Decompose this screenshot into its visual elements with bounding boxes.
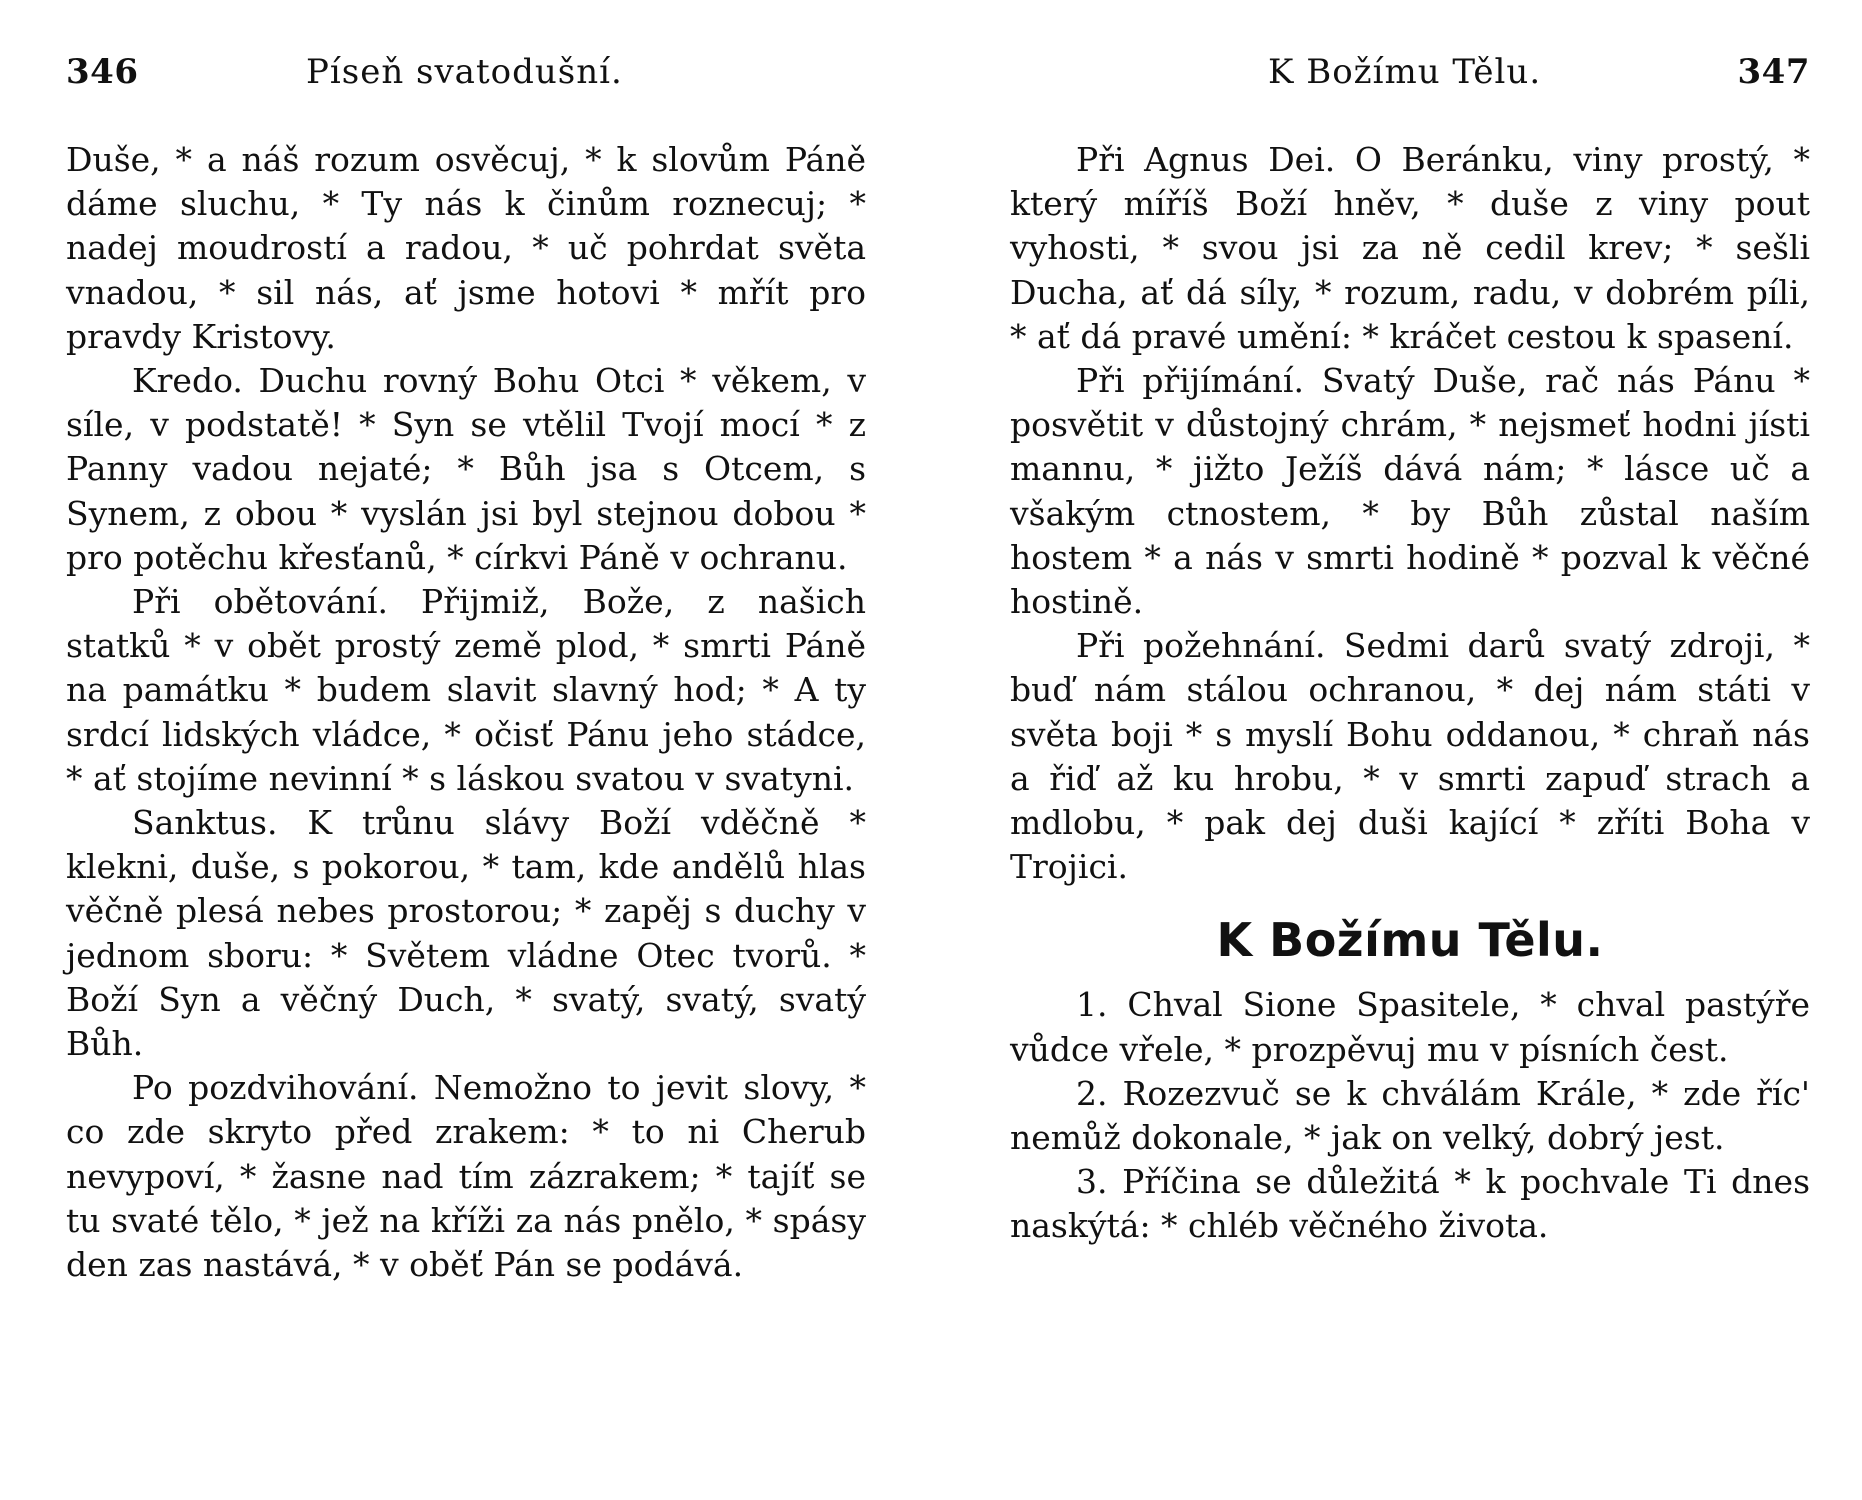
left-running-head: [66, 52, 866, 102]
running-title-right: K Božímu Tělu.: [1268, 52, 1542, 92]
page-number-left: 346: [66, 52, 139, 92]
gutter: [930, 40, 931, 1460]
section-heading: K Božímu Tělu.: [1216, 913, 1604, 968]
paragraph-sanktus: Sanktus. K trůnu slávy Boží vděčně * klekni, duše, s pokorou, * tam, kde andělů hlas věčně plesá nebes prostorou; * zapěj s duchy v jednom sboru: * Světem vládne Otec tvorů. * Boží Syn a věčný Duch, * svatý, svatý, svatý Bůh.: [66, 803, 866, 1064]
right-page: [1010, 0, 1810, 1500]
page-number-right: 347: [1737, 52, 1810, 92]
paragraph-pozdvihovani: Po pozdvihování. Nemožno to jevit slovy, * co zde skryto před zrakem: * to ni Cherub nevypoví, * žasne nad tím zázrakem; * tajíť se tu svaté tělo, * jež na kříži za nás pnělo, * spásy den zas nastává, * v oběť Pán se podává.: [66, 1068, 866, 1285]
left-body-text: [66, 138, 866, 1287]
paragraph-kredo: Kredo. Duchu rovný Bohu Otci * věkem, v síle, v podstatě! * Syn se vtělil Tvojí mocí * z Panny vadou nejaté; * Bůh jsa s Otcem, s Synem, z obou * vyslán jsi byl stejnou dobou * pro potěchu křesťanů, * církvi Páně v ochranu.: [66, 361, 866, 577]
left-page: [66, 0, 866, 1500]
right-body-text: [1010, 138, 1810, 1249]
paragraph-obetovani: Při obětování. Přijmiž, Bože, z našich statků * v obět prostý země plod, * smrti Páně na památku * budem slavit slavný hod; * A ty srdcí lidských vládce, * očisť Pánu jeho stádce, * ať stojíme nevinní * s láskou svatou v svatyni.: [66, 582, 866, 798]
paragraph: Duše, * a náš rozum osvěcuj, * k slovům Páně dáme sluchu, * Ty nás k činům roznecuj; * nadej moudrostí a radou, * uč pohrdat světa vnadou, * sil nás, ať jsme hotovi * mřít pro pravdy Kristovy.: [66, 140, 866, 356]
verse-2: 2. Rozezvuč se k chválám Krále, * zde říc' nemůž dokonale, * jak on velký, dobrý jest.: [1010, 1073, 1810, 1158]
paragraph-pozehnani: Při požehnání. Sedmi darů svatý zdroji, * buď nám stálou ochranou, * dej nám státi v světa boji * s myslí Bohu oddanou, * chraň nás a řiď až ku hrobu, * v smrti zapuď strach a mdlobu, * pak dej duši kající * zříti Boha v Trojici.: [1010, 626, 1810, 887]
verse-1: 1. Chval Sione Spasitele, * chval pastýře vůdce vřele, * prozpěvuj mu v písních čest.: [1010, 985, 1810, 1069]
right-running-head: [1010, 52, 1810, 102]
verse-3: 3. Příčina se důležitá * k pochvale Ti dnes naskýtá: * chléb věčného života.: [1010, 1162, 1810, 1246]
paragraph-prijimani: Při přijímání. Svatý Duše, rač nás Pánu * posvětit v důstojný chrám, * nejsmeť hodni jísti mannu, * jižto Ježíš dává nám; * lásce uč a všakým ctnostem, * by Bůh zůstal naším hostem * a nás v smrti hodině * pozval k věčné hostině.: [1010, 361, 1810, 622]
running-title-left: Píseň svatodušní.: [306, 52, 623, 92]
paragraph-agnus-dei: Při Agnus Dei. O Beránku, viny prostý, * který míříš Boží hněv, * duše z viny pout vyhosti, * svou jsi za ně cedil krev; * sešli Ducha, ať dá síly, * rozum, radu, v dobrém píli, * ať dá pravé umění: * kráčet cestou k spasení.: [1010, 140, 1810, 356]
